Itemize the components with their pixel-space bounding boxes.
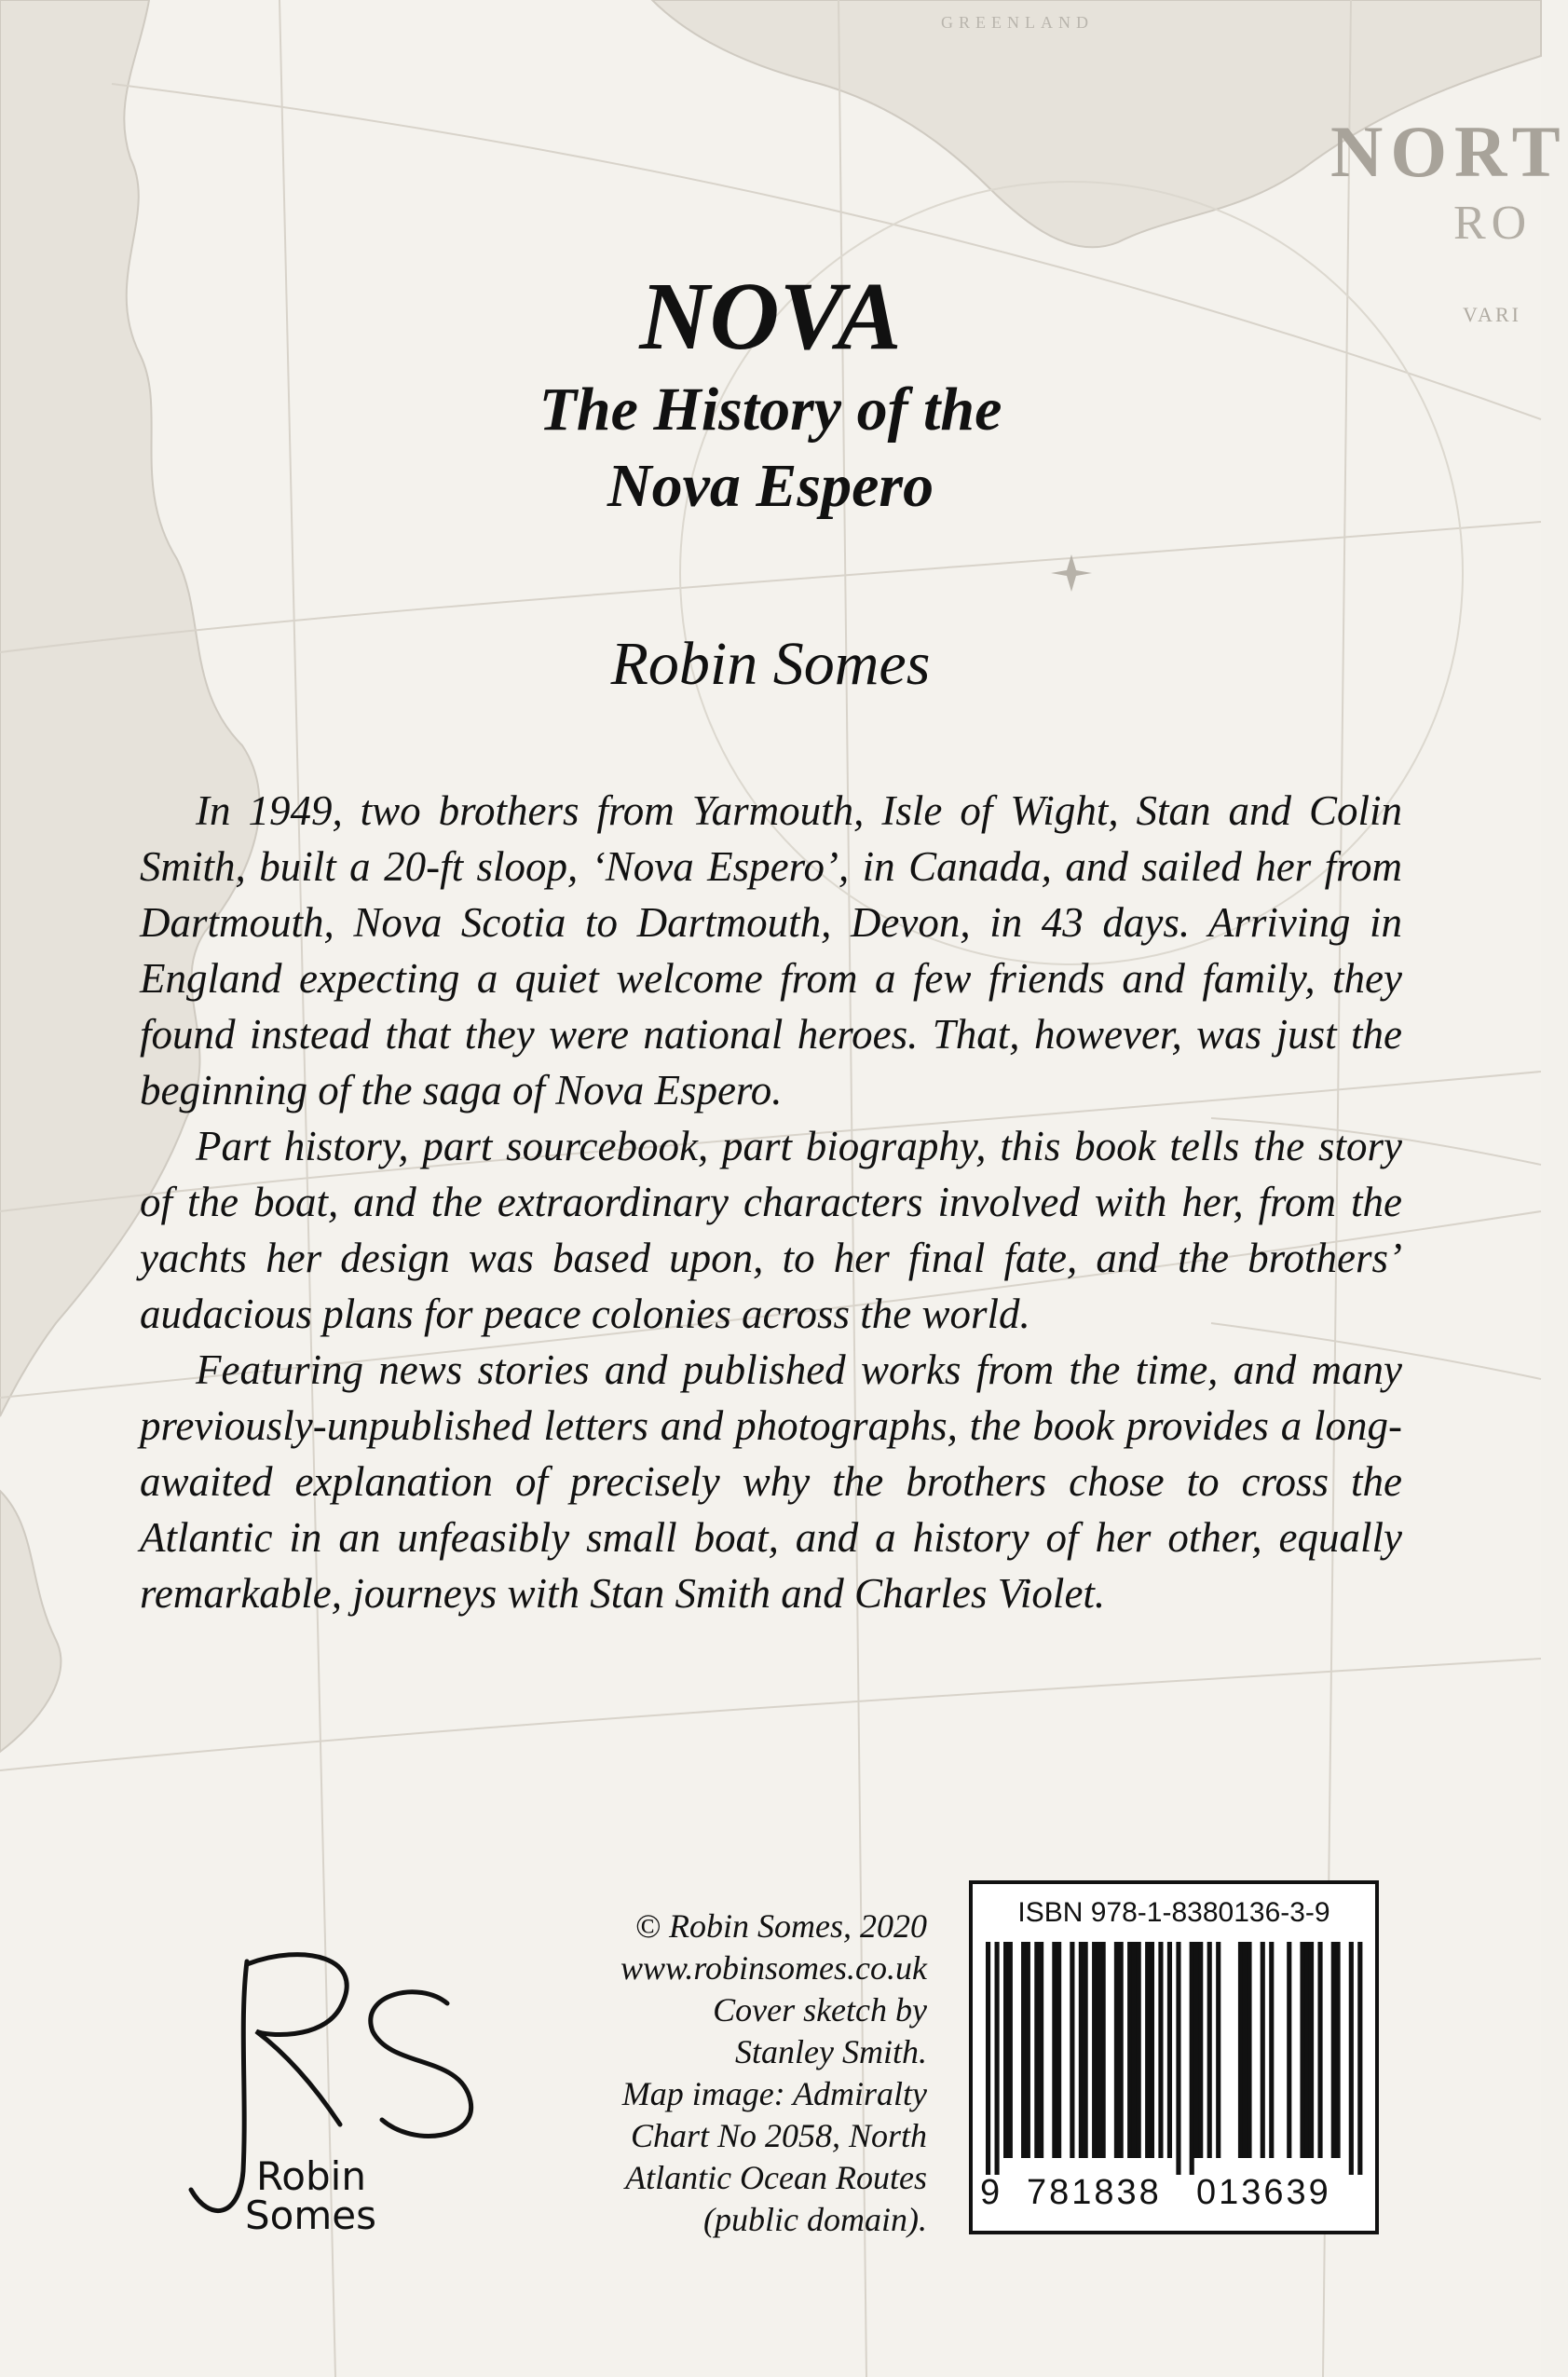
book-subtitle: [0, 372, 1541, 525]
barcode-bar: [1052, 1942, 1057, 2158]
website-line: www.robinsomes.co.uk: [620, 1949, 927, 1987]
barcode-bar: [1335, 1942, 1340, 2158]
barcode-bar: [1039, 1942, 1043, 2158]
credit-line: Chart No 2058, North: [630, 2117, 927, 2154]
barcode-bar: [1238, 1942, 1243, 2158]
isbn-barcode: [969, 1880, 1379, 2234]
map-label-greenland: GREENLAND: [941, 13, 1094, 32]
barcode-bar: [1101, 1942, 1106, 2158]
barcode-bar: [1207, 1942, 1212, 2158]
barcode-bar: [1317, 1942, 1322, 2158]
map-label-routes: RO: [1453, 197, 1533, 250]
barcode-bar: [1287, 1942, 1291, 2158]
barcode-bar: [1092, 1942, 1097, 2158]
copyright-credits: [517, 1906, 927, 2241]
map-label-variation: VARI: [1463, 303, 1521, 326]
book-title: NOVA: [639, 263, 902, 370]
barcode-bar: [1357, 1942, 1362, 2175]
credit-line: (public domain).: [703, 2201, 927, 2238]
barcode-bar: [1003, 1942, 1008, 2158]
credit-line: Map image: Admiralty: [621, 2075, 927, 2112]
logo-robin-text: Robin: [256, 2153, 366, 2199]
barcode-bar: [1114, 1942, 1119, 2158]
barcode-bar: [1158, 1942, 1163, 2158]
blurb-paragraph-2: Part history, part sourcebook, part biography, this book tells the story of the boat, and the extraordinary characters involved with her, from the yachts her design was based upon, to her final fate, and the brothers’ audacious plans for peace colonies across the world.: [140, 1123, 1402, 1337]
barcode-bar: [1176, 1942, 1180, 2175]
barcode-bar: [1216, 1942, 1220, 2158]
barcode-bar: [1070, 1942, 1074, 2158]
book-blurb: [140, 783, 1402, 1621]
barcode-bar: [995, 1942, 1000, 2175]
barcode-bar: [1190, 1942, 1194, 2175]
barcode-bar: [1021, 1942, 1026, 2158]
barcode-bar: [986, 1942, 990, 2175]
subtitle-line-2: Nova Espero: [607, 452, 934, 520]
barcode-bar: [1269, 1942, 1274, 2158]
credit-line: Atlantic Ocean Routes: [625, 2159, 927, 2196]
barcode-bar: [1309, 1942, 1314, 2158]
barcode-digit-first: 9: [980, 2173, 1001, 2212]
credit-line: Stanley Smith.: [735, 2033, 927, 2070]
barcode-bar: [1193, 1942, 1198, 2158]
barcode-bar: [1167, 1942, 1172, 2158]
barcode-bar: [1026, 1942, 1030, 2158]
barcode-bar: [1137, 1942, 1141, 2158]
map-label-north: NORT: [1330, 111, 1568, 192]
barcode-bar: [1261, 1942, 1265, 2158]
barcode-bar: [1127, 1942, 1132, 2158]
title-block: [0, 263, 1541, 525]
blurb-paragraph-1: In 1949, two brothers from Yarmouth, Isle of Wight, Stan and Colin Smith, built a 20-ft sloop, ‘Nova Espero’, in Canada, and sailed her from Dartmouth, Nova Scotia to Dartmouth, Devon, in 43 days. Arriving in England expecting a quiet welcome from a few friends and family, they found instead that they were national heroes. That, however, was just the beginning of the saga of Nova Espero.: [140, 787, 1402, 1113]
barcode-bar: [1349, 1942, 1354, 2175]
author-name: Robin Somes: [610, 630, 931, 698]
barcode-bar: [1008, 1942, 1013, 2158]
barcode-bar: [1084, 1942, 1088, 2158]
barcode-digits-left: 781838: [1027, 2173, 1162, 2212]
barcode-bar: [1300, 1942, 1304, 2158]
robin-somes-logo: [182, 1938, 498, 2236]
barcode-bars: [986, 1942, 1362, 2175]
barcode-digits-right: 013639: [1196, 2173, 1331, 2212]
subtitle-line-1: The History of the: [539, 376, 1002, 444]
barcode-bar: [1331, 1942, 1336, 2158]
isbn-label: ISBN 978-1-8380136-3-9: [1017, 1897, 1330, 1928]
barcode-bar: [1119, 1942, 1124, 2158]
barcode-bar: [1198, 1942, 1203, 2158]
barcode-bar: [1132, 1942, 1137, 2158]
copyright-line: © Robin Somes, 2020: [634, 1907, 927, 1945]
logo-somes-text: Somes: [245, 2193, 376, 2238]
barcode-bar: [1034, 1942, 1039, 2158]
barcode-bar: [1097, 1942, 1101, 2158]
barcode-bar: [1057, 1942, 1061, 2158]
barcode-bar: [1304, 1942, 1309, 2158]
barcode-bar: [1243, 1942, 1248, 2158]
blurb-paragraph-3: Featuring news stories and published works from the time, and many previously-unpublished letters and photographs, the book provides a long-awaited explanation of precisely why the brothers chose to cross the Atlantic in an unfeasibly small boat, and a history of her other, equally remarkable, journeys with Stan Smith and Charles Violet.: [140, 1346, 1402, 1617]
barcode-bar: [1079, 1942, 1084, 2158]
barcode-bar: [1145, 1942, 1150, 2158]
barcode-bar: [1247, 1942, 1251, 2158]
barcode-bar: [1150, 1942, 1154, 2158]
credit-line: Cover sketch by: [713, 1991, 927, 2029]
